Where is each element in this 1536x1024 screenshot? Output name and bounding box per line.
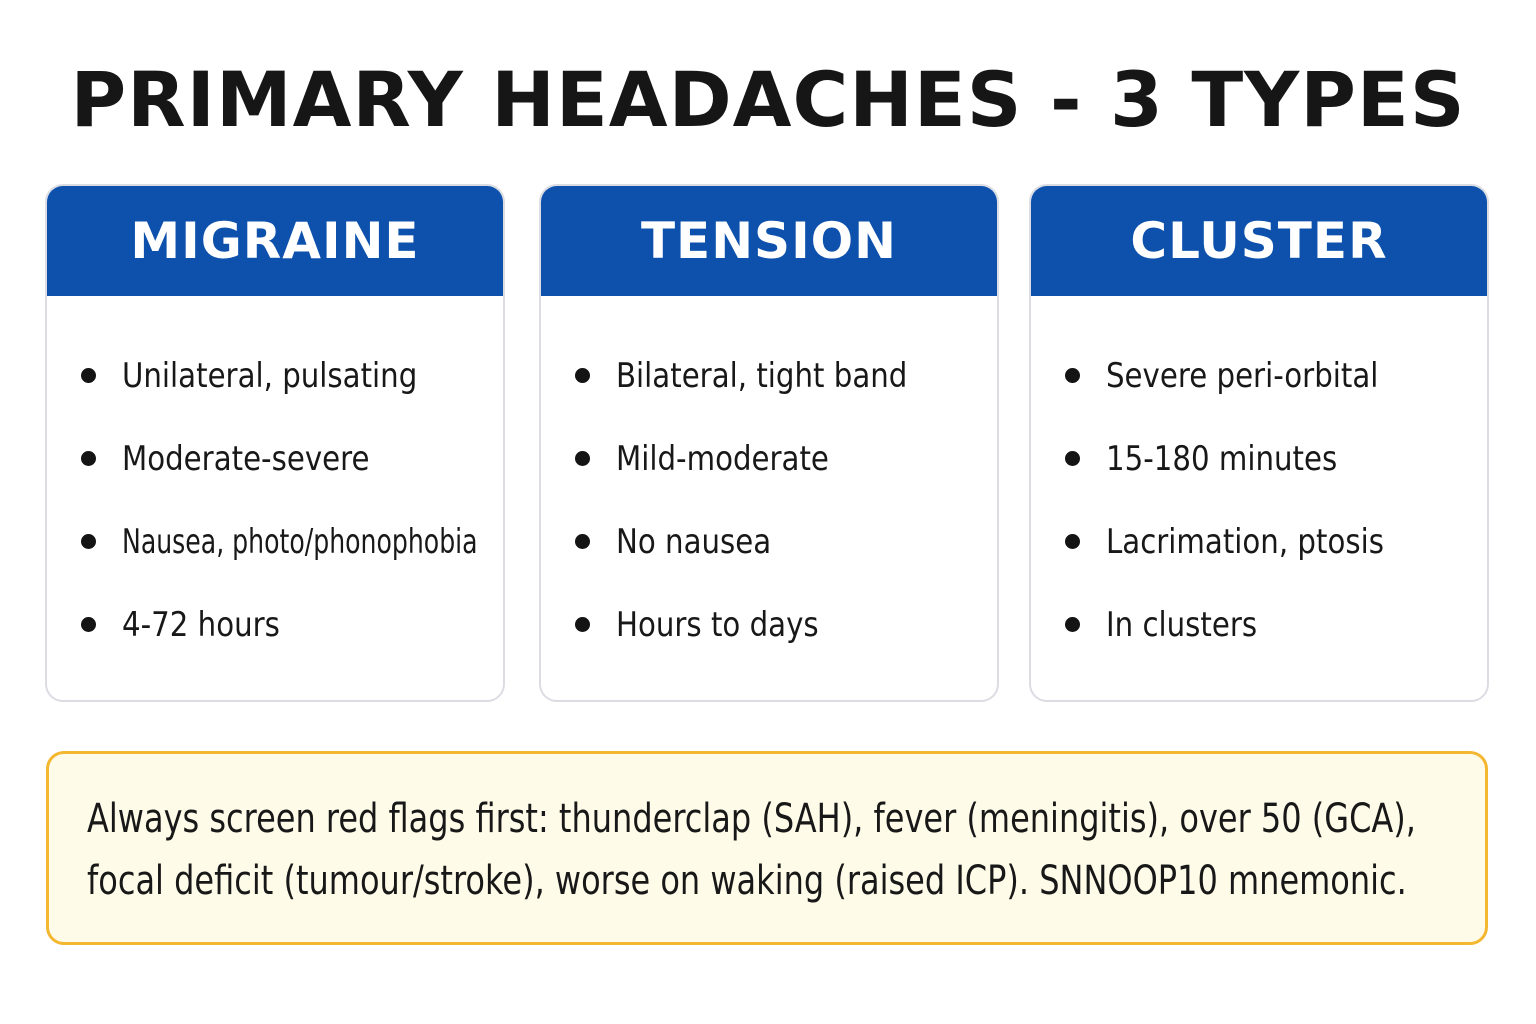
list-item	[1031, 500, 1487, 583]
bullet-icon	[575, 617, 590, 632]
bullet-icon	[575, 451, 590, 466]
bullet-icon	[575, 368, 590, 383]
page-title: PRIMARY HEADACHES - 3 TYPES	[70, 55, 1466, 144]
list-item-text: Unilateral, pulsating	[122, 355, 418, 396]
list-item-text: Mild-moderate	[616, 438, 829, 479]
list-item	[47, 417, 503, 500]
list-item-text: Nausea, photo/phonophobia	[122, 521, 478, 562]
bullet-icon	[81, 368, 96, 383]
list-item	[47, 334, 503, 417]
bullet-icon	[575, 534, 590, 549]
list-item-text: 4-72 hours	[122, 604, 280, 645]
list-item	[541, 583, 997, 666]
bullet-icon	[1065, 534, 1080, 549]
list-item-text: 15-180 minutes	[1106, 438, 1338, 479]
card-header-migraine	[47, 186, 503, 296]
list-item	[1031, 334, 1487, 417]
bullet-icon	[81, 451, 96, 466]
list-item-text: Bilateral, tight band	[616, 355, 908, 396]
card-cluster	[1029, 184, 1489, 702]
bullet-icon	[1065, 368, 1080, 383]
card-header-tension	[541, 186, 997, 296]
list-item	[541, 500, 997, 583]
list-item	[1031, 417, 1487, 500]
list-item-text: In clusters	[1106, 604, 1258, 645]
list-item-text: Hours to days	[616, 604, 819, 645]
card-tension	[539, 184, 999, 702]
list-item	[47, 583, 503, 666]
cluster-feature-list	[1031, 296, 1487, 666]
card-title-cluster: CLUSTER	[1130, 212, 1388, 270]
migraine-feature-list	[47, 296, 503, 666]
list-item-text: Severe peri-orbital	[1106, 355, 1379, 396]
red-flags-note	[46, 751, 1488, 945]
card-title-migraine: MIGRAINE	[130, 212, 420, 270]
list-item-text: Lacrimation, ptosis	[1106, 521, 1384, 562]
list-item	[47, 500, 503, 583]
card-migraine	[45, 184, 505, 702]
list-item-text: Moderate-severe	[122, 438, 370, 479]
card-title-tension: TENSION	[640, 212, 898, 270]
bullet-icon	[1065, 451, 1080, 466]
list-item	[541, 334, 997, 417]
card-header-cluster	[1031, 186, 1487, 296]
list-item	[541, 417, 997, 500]
list-item-text: No nausea	[616, 521, 772, 562]
bullet-icon	[81, 534, 96, 549]
tension-feature-list	[541, 296, 997, 666]
bullet-icon	[81, 617, 96, 632]
bullet-icon	[1065, 617, 1080, 632]
note-line-2: focal deficit (tumour/stroke), worse on waking (raised ICP). SNNOOP10 mnemonic.	[87, 858, 1407, 904]
list-item	[1031, 583, 1487, 666]
note-line-1: Always screen red flags first: thunderclap (SAH), fever (meningitis), over 50 (GCA),	[87, 796, 1416, 842]
